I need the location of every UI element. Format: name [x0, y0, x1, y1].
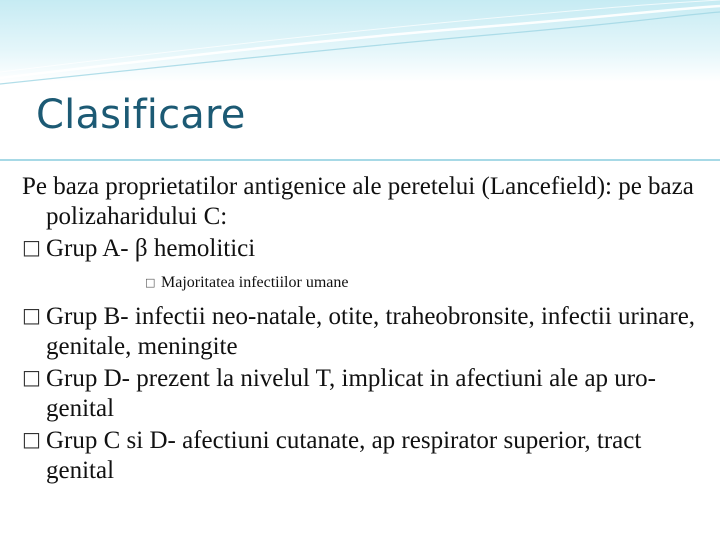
bullet-item [22, 424, 712, 486]
slide-body [22, 172, 712, 486]
bullet-item [22, 362, 712, 424]
bullet-square-icon: □ [22, 365, 41, 389]
slide-title: Clasificare [36, 92, 246, 138]
bullet-item [22, 300, 712, 362]
title-divider [0, 159, 720, 161]
sub-bullet-item [145, 272, 720, 294]
bullet-square-icon: □ [22, 427, 41, 451]
sub-bullet-square-icon: □ [145, 276, 156, 289]
sub-bullet-text: Majoritatea infectiilor umane [161, 274, 349, 291]
intro-paragraph: Pe baza proprietatilor antigenice ale peretelui (Lancefield): pe baza polizaharidului C: [22, 173, 694, 230]
header-wave-decoration [0, 0, 720, 90]
bullet-text: Grup C si D- afectiuni cutanate, ap respirator superior, tract genital [46, 427, 642, 484]
bullet-item [22, 232, 712, 264]
bullet-text: Grup D- prezent la nivelul T, implicat in afectiuni ale ap uro-genital [46, 365, 656, 422]
bullet-square-icon: □ [22, 303, 41, 327]
bullet-text: Grup A- β hemolitici [46, 235, 256, 262]
bullet-text: Grup B- infectii neo-natale, otite, traheobronsite, infectii urinare, genitale, meningite [46, 303, 696, 360]
bullet-square-icon: □ [22, 235, 41, 259]
